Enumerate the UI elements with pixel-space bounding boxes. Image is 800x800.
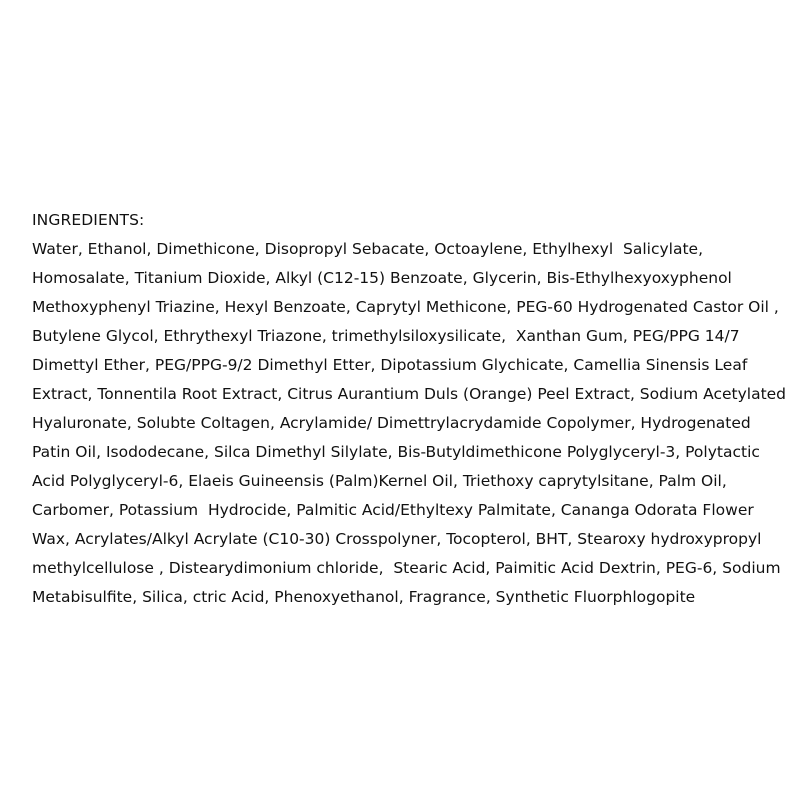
ingredients-line: Patin Oil, Isododecane, Silca Dimethyl Silylate, Bis-Butyldimethicone Polyglyceryl-3, Polytactic bbox=[32, 443, 760, 461]
ingredients-line: Homosalate, Titanium Dioxide, Alkyl (C12-15) Benzoate, Glycerin, Bis-Ethylhexyoxyphenol bbox=[32, 269, 732, 287]
ingredients-line: Metabisulfite, Silica, ctric Acid, Phenoxyethanol, Fragrance, Synthetic Fluorphlogopite bbox=[32, 588, 696, 606]
ingredients-line: Carbomer, Potassium Hydrocide, Palmitic Acid/Ethyltexy Palmitate, Cananga Odorata Flower bbox=[32, 501, 754, 519]
ingredients-line: Water, Ethanol, Dimethicone, Disopropyl Sebacate, Octoaylene, Ethylhexyl Salicylate, bbox=[32, 240, 704, 258]
ingredients-line: Acid Polyglyceryl-6, Elaeis Guineensis (Palm)Kernel Oil, Triethoxy caprytylsitane, Palm Oil, bbox=[32, 472, 727, 490]
ingredients-line: Wax, Acrylates/Alkyl Acrylate (C10-30) Crosspolyner, Tocopterol, BHT, Stearoxy hydroxypropyl bbox=[32, 530, 762, 548]
ingredients-line: Butylene Glycol, Ethrythexyl Triazone, trimethylsiloxysilicate, Xanthan Gum, PEG/PPG 14/7 bbox=[32, 327, 740, 345]
ingredients-line: Dimettyl Ether, PEG/PPG-9/2 Dimethyl Etter, Dipotassium Glychicate, Camellia Sinensis Leaf bbox=[32, 356, 748, 374]
ingredients-line: Methoxyphenyl Triazine, Hexyl Benzoate, Caprytyl Methicone, PEG-60 Hydrogenated Castor Oil , bbox=[32, 298, 779, 316]
ingredients-line: methylcellulose , Distearydimonium chloride, Stearic Acid, Paimitic Acid Dextrin, PEG-6, Sodium bbox=[32, 559, 781, 577]
ingredients-heading: INGREDIENTS: bbox=[32, 211, 145, 229]
ingredients-line: Extract, Tonnentila Root Extract, Citrus Aurantium Duls (Orange) Peel Extract, Sodium Acetylated bbox=[32, 385, 787, 403]
ingredients-line: Hyaluronate, Solubte Coltagen, Acrylamide/ Dimettrylacrydamide Copolymer, Hydrogenated bbox=[32, 414, 751, 432]
ingredients-block bbox=[32, 206, 792, 612]
ingredients-list bbox=[32, 235, 792, 612]
